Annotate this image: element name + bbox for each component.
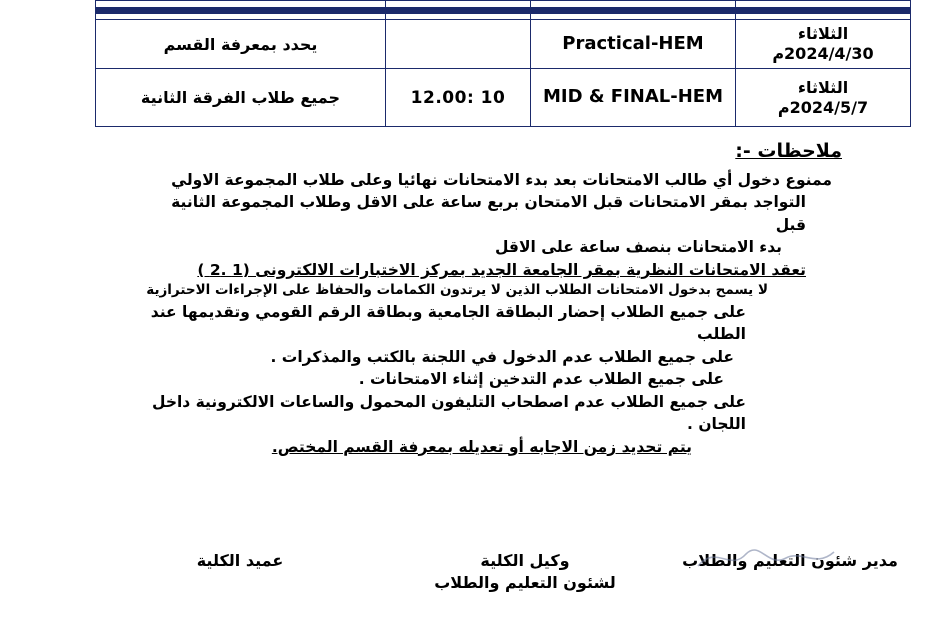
cell-time — [386, 20, 531, 69]
signature-student-affairs-director — [670, 550, 910, 572]
note-line: تعقد الامتحانات النظرية بمقر الجامعة الجديد بمركز الاختبارات الالكترونى (1 .2 ) — [197, 260, 806, 279]
signature-title-line: عميد الكلية — [196, 551, 284, 570]
cell-date — [736, 20, 911, 69]
table-row — [96, 20, 911, 69]
table-divider-cell — [736, 1, 911, 20]
note-line: بدء الامتحانات بنصف ساعة على الاقل — [494, 238, 782, 257]
cell-department: جميع طلاب الفرقة الثانية — [96, 69, 386, 127]
cell-subject: Practical-HEM — [531, 20, 736, 69]
divider-bar — [736, 7, 910, 14]
table-divider-cell — [96, 1, 386, 20]
exam-schedule-table — [95, 0, 911, 127]
note-line: لا يسمح بدخول الامتحانات الطلاب الذين لا يرتدون الكمامات والحفاظ على الإجراءات الاحترازية — [146, 282, 768, 299]
signature-block — [0, 542, 930, 612]
note-line: على جميع الطلاب إحضار البطاقة الجامعية وبطاقة الرقم القومي وتقديمها عند الطلب — [150, 302, 746, 344]
note-line: على جميع الطلاب عدم التدخين إثناء الامتحانات . — [358, 370, 724, 389]
cell-date-number: 2024/4/30م — [772, 44, 874, 63]
signature-dean — [140, 550, 340, 572]
note-line: التواجد بمقر الامتحانات قبل الامتحان بربع ساعة على الاقل وطلاب المجموعة الثانية قبل — [171, 193, 806, 234]
signature-vice-dean — [420, 550, 630, 593]
cell-time: 12.00: 10 — [386, 69, 531, 127]
note-line: يتم تحديد زمن الاجابه أو تعديله بمعرفة القسم المختص. — [271, 437, 692, 456]
table-row — [96, 69, 911, 127]
note-line: ممنوع دخول أي طالب الامتحانات بعد بدء الامتحانات نهائيا وعلى طلاب المجموعة الاولي — [171, 171, 832, 189]
cell-department: يحدد بمعرفة القسم — [96, 20, 386, 69]
cell-subject: MID & FINAL-HEM — [531, 69, 736, 127]
table-row — [96, 1, 911, 20]
cell-date — [736, 69, 911, 127]
table-divider-cell — [531, 1, 736, 20]
notes-section — [142, 140, 842, 458]
note-line: على جميع الطلاب عدم اصطحاب التليفون المحمول والساعات الالكترونية داخل اللجان . — [151, 392, 746, 434]
notes-title: ملاحظات -: — [735, 140, 842, 162]
signature-title-line: وكيل الكلية — [480, 551, 570, 570]
divider-bar — [96, 7, 385, 14]
table-divider-cell — [386, 1, 531, 20]
cell-date-day: الثلاثاء — [797, 77, 849, 97]
note-line: على جميع الطلاب عدم الدخول في اللجنة بالكتب والمذكرات . — [270, 347, 734, 366]
cell-date-day: الثلاثاء — [797, 24, 849, 43]
divider-bar — [531, 7, 735, 14]
signature-title-line: لشئون التعليم والطلاب — [434, 572, 616, 592]
divider-bar — [386, 7, 530, 14]
cell-date-number: 2024/5/7م — [777, 97, 869, 117]
signature-title-line: مدير شئون التعليم والطلاب — [682, 551, 898, 570]
